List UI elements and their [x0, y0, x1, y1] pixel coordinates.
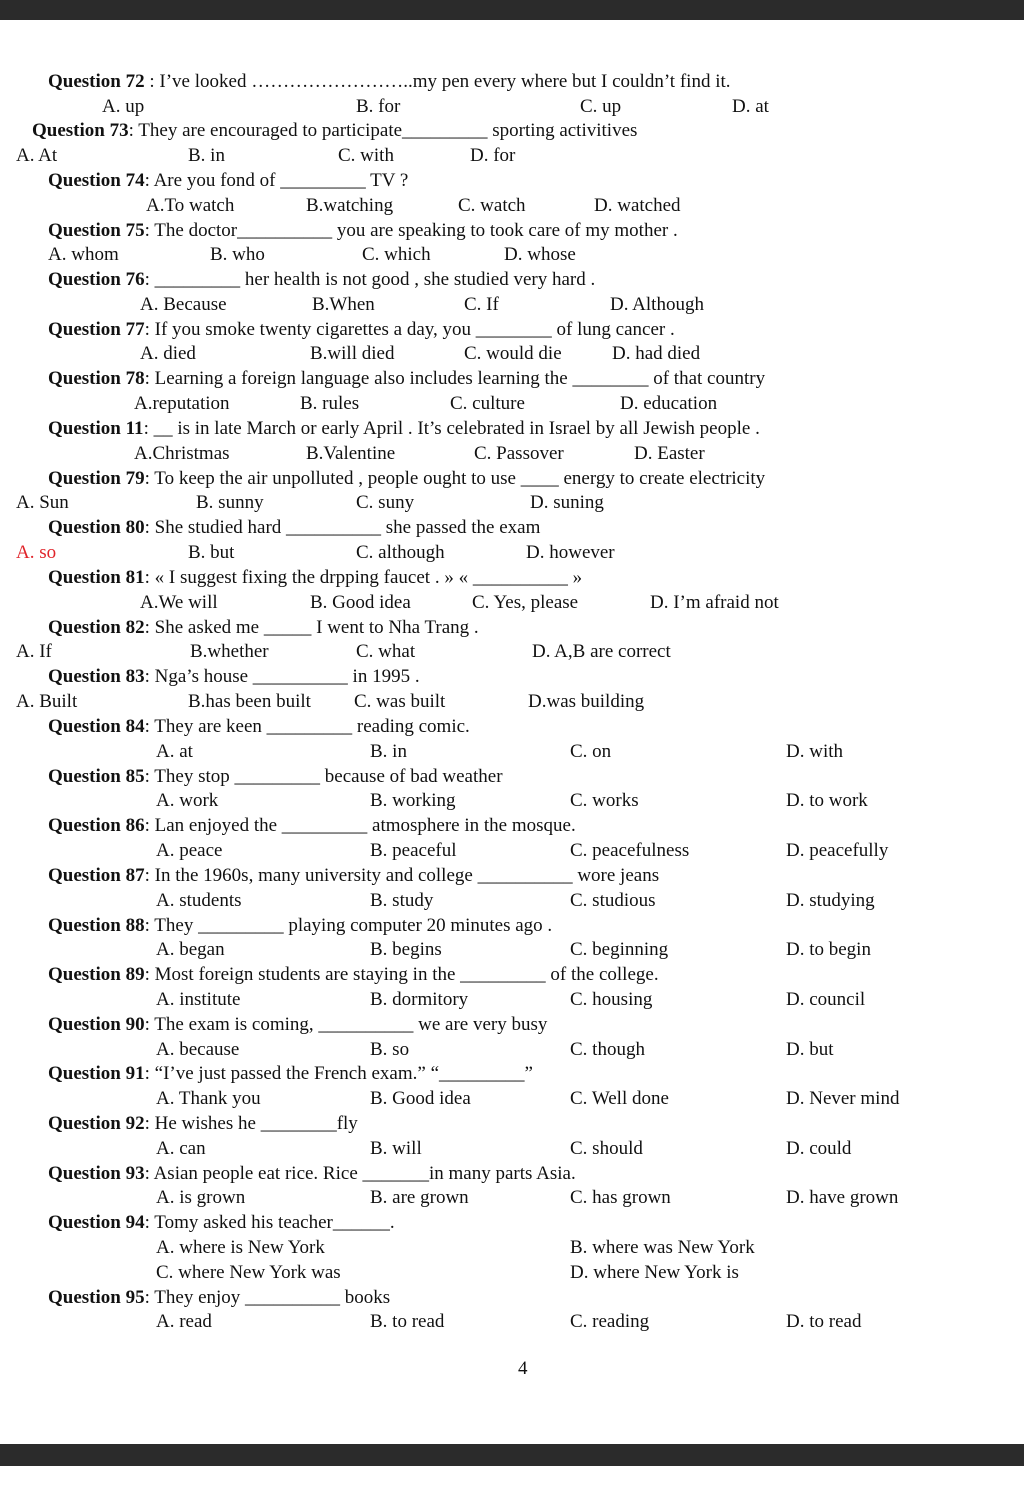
option-a[interactable]: A. whom [48, 244, 119, 265]
option-c[interactable]: C. Yes, please [472, 592, 579, 613]
option-b[interactable]: B. dormitory [370, 989, 469, 1010]
option-d[interactable]: D. to work [786, 790, 868, 811]
option-a[interactable]: A. at [156, 741, 193, 762]
page-number: 4 [518, 1358, 528, 1379]
option-c[interactable]: C. If [464, 294, 499, 315]
option-a[interactable]: A. If [16, 641, 52, 662]
option-d[interactable]: D. however [526, 542, 615, 563]
option-a[interactable]: A. began [156, 939, 225, 960]
option-a[interactable]: A. Because [140, 294, 227, 315]
option-d[interactable]: D. but [786, 1039, 834, 1060]
option-a[interactable]: A. At [16, 145, 58, 166]
option-d[interactable]: D. with [786, 741, 843, 762]
option-b[interactable]: B.Valentine [306, 443, 396, 464]
question-75: Question 75: The doctor__________ you are speaking to took care of my mother . [48, 220, 678, 241]
option-a[interactable]: A. can [156, 1138, 206, 1159]
option-d[interactable]: D. have grown [786, 1187, 899, 1208]
option-a[interactable]: A. Built [16, 691, 78, 712]
question-83: Question 83: Nga’s house __________ in 1995 . [48, 666, 420, 687]
question-77: Question 77: If you smoke twenty cigarettes a day, you ________ of lung cancer . [48, 319, 675, 340]
option-c[interactable]: C. up [580, 96, 622, 117]
option-d[interactable]: D. whose [504, 244, 576, 265]
option-a[interactable]: A. students [156, 890, 242, 911]
option-b[interactable]: B. will [370, 1138, 422, 1159]
option-d[interactable]: D. could [786, 1138, 852, 1159]
option-b[interactable]: B.When [312, 294, 375, 315]
option-c[interactable]: C. Well done [570, 1088, 669, 1109]
answer-marker: A. so [16, 542, 57, 563]
option-b[interactable]: B. to read [370, 1311, 445, 1332]
question-93: Question 93: Asian people eat rice. Rice _______in many parts Asia. [48, 1163, 576, 1184]
option-d[interactable]: D. where New York is [570, 1262, 739, 1283]
option-a[interactable]: A. up [102, 96, 145, 117]
option-a[interactable]: A. is grown [156, 1187, 246, 1208]
option-c[interactable]: C. culture [450, 393, 525, 414]
question-11: Question 11: __ is in late March or early April . It’s celebrated in Israel by all Jewish people . [48, 418, 760, 439]
option-b[interactable]: B. Good idea [370, 1088, 471, 1109]
option-b[interactable]: B. who [210, 244, 265, 265]
option-a[interactable]: A. institute [156, 989, 241, 1010]
option-c[interactable]: C. which [362, 244, 431, 265]
option-a[interactable]: A. Thank you [156, 1088, 261, 1109]
option-d[interactable]: D. council [786, 989, 866, 1010]
question-74: Question 74: Are you fond of _________ TV ? [48, 170, 409, 191]
question-90: Question 90: The exam is coming, __________ we are very busy [48, 1014, 548, 1035]
bottom-border-bar [0, 1444, 1024, 1466]
question-81: Question 81: « I suggest fixing the drpping faucet . » « __________ » [48, 567, 583, 588]
option-b[interactable]: B.whether [190, 641, 269, 662]
option-d[interactable]: D. to begin [786, 939, 871, 960]
option-d[interactable]: D. A,B are correct [532, 641, 671, 662]
option-a[interactable]: A. read [156, 1311, 212, 1332]
question-79: Question 79: To keep the air unpolluted , people ought to use ____ energy to create electricity [48, 468, 766, 489]
option-c[interactable]: C. though [570, 1039, 645, 1060]
option-c[interactable]: C. on [570, 741, 612, 762]
option-c[interactable]: C. beginning [570, 939, 669, 960]
option-a[interactable]: A.We will [140, 592, 218, 613]
question-76: Question 76: _________ her health is not good , she studied very hard . [48, 269, 596, 290]
option-d[interactable]: D. Easter [634, 443, 705, 464]
option-b[interactable]: B. peaceful [370, 840, 457, 861]
option-c[interactable]: C. suny [356, 492, 415, 513]
option-b[interactable]: B. so [370, 1039, 410, 1060]
option-c[interactable]: C. Passover [474, 443, 564, 464]
question-86: Question 86: Lan enjoyed the _________ atmosphere in the mosque. [48, 815, 576, 836]
option-d[interactable]: D. I’m afraid not [650, 592, 779, 613]
option-c[interactable]: C. housing [570, 989, 653, 1010]
option-a[interactable]: A.reputation [134, 393, 230, 414]
option-d[interactable]: D. suning [530, 492, 604, 513]
question-91: Question 91: “I’ve just passed the French exam.” “_________” [48, 1063, 533, 1084]
option-a[interactable]: A. work [156, 790, 219, 811]
option-a[interactable]: A. where is New York [156, 1237, 325, 1258]
option-b[interactable]: B. in [188, 145, 225, 166]
option-c[interactable]: C. has grown [570, 1187, 671, 1208]
option-a[interactable]: A. died [140, 343, 196, 364]
option-b[interactable]: B. in [370, 741, 407, 762]
question-88: Question 88: They _________ playing computer 20 minutes ago . [48, 915, 553, 936]
option-d[interactable]: D. education [620, 393, 718, 414]
question-92: Question 92: He wishes he ________fly [48, 1113, 358, 1134]
option-b[interactable]: B.has been built [188, 691, 311, 712]
option-a-highlighted[interactable] [16, 541, 56, 565]
option-d[interactable]: D. watched [594, 195, 681, 216]
question-78: Question 78: Learning a foreign language also includes learning the ________ of that country [48, 368, 766, 389]
option-b[interactable]: B. study [370, 890, 434, 911]
option-a[interactable]: A. Sun [16, 492, 69, 513]
option-c[interactable]: C. should [570, 1138, 643, 1159]
option-d[interactable]: D. at [732, 96, 769, 117]
option-d[interactable]: D. studying [786, 890, 875, 911]
option-b[interactable]: B. where was New York [570, 1237, 755, 1258]
option-c[interactable]: C. peacefulness [570, 840, 690, 861]
option-a[interactable]: A. because [156, 1039, 240, 1060]
question-84: Question 84: They are keen _________ reading comic. [48, 716, 470, 737]
option-b[interactable]: B.watching [306, 195, 394, 216]
option-c[interactable]: C. what [356, 641, 416, 662]
question-87: Question 87: In the 1960s, many university and college __________ wore jeans [48, 865, 660, 886]
option-d[interactable]: D. Although [610, 294, 704, 315]
option-c[interactable]: C. although [356, 542, 445, 563]
question-73: Question 73: They are encouraged to participate_________ sporting activitives [32, 120, 638, 141]
question-82: Question 82: She asked me _____ I went to Nha Trang . [48, 617, 479, 638]
option-a[interactable]: A.To watch [146, 195, 235, 216]
option-d[interactable]: D. Never mind [786, 1088, 900, 1109]
option-b[interactable]: B. rules [300, 393, 360, 414]
option-b[interactable]: B. begins [370, 939, 442, 960]
question-94: Question 94: Tomy asked his teacher______. [48, 1212, 395, 1233]
option-b[interactable]: B. sunny [196, 492, 264, 513]
option-d[interactable]: D.was building [528, 691, 645, 712]
option-d[interactable]: D. had died [612, 343, 701, 364]
option-c[interactable]: C. would die [464, 343, 562, 364]
option-c[interactable]: C. studious [570, 890, 656, 911]
option-b[interactable]: B. are grown [370, 1187, 469, 1208]
option-d[interactable]: D. peacefully [786, 840, 889, 861]
option-b[interactable]: B. Good idea [310, 592, 411, 613]
option-c[interactable]: C. reading [570, 1311, 650, 1332]
option-c[interactable]: C. works [570, 790, 639, 811]
option-d[interactable]: D. for [470, 145, 516, 166]
option-c[interactable]: C. where New York was [156, 1262, 341, 1283]
question-85: Question 85: They stop _________ because of bad weather [48, 766, 503, 787]
option-c[interactable]: C. was built [354, 691, 446, 712]
option-d[interactable]: D. to read [786, 1311, 862, 1332]
option-b[interactable]: B. but [188, 542, 235, 563]
option-a[interactable]: A. peace [156, 840, 223, 861]
question-72: Question 72 : I’ve looked ……………………..my pen every where but I couldn’t find it. [48, 71, 731, 92]
option-a[interactable]: A.Christmas [134, 443, 230, 464]
option-b[interactable]: B.will died [310, 343, 395, 364]
question-89: Question 89: Most foreign students are staying in the _________ of the college. [48, 964, 659, 985]
option-b[interactable]: B. for [356, 96, 401, 117]
option-c[interactable]: C. watch [458, 195, 526, 216]
question-95: Question 95: They enjoy __________ books [48, 1287, 391, 1308]
option-c[interactable]: C. with [338, 145, 394, 166]
question-80: Question 80: She studied hard __________ she passed the exam [48, 517, 541, 538]
option-b[interactable]: B. working [370, 790, 456, 811]
